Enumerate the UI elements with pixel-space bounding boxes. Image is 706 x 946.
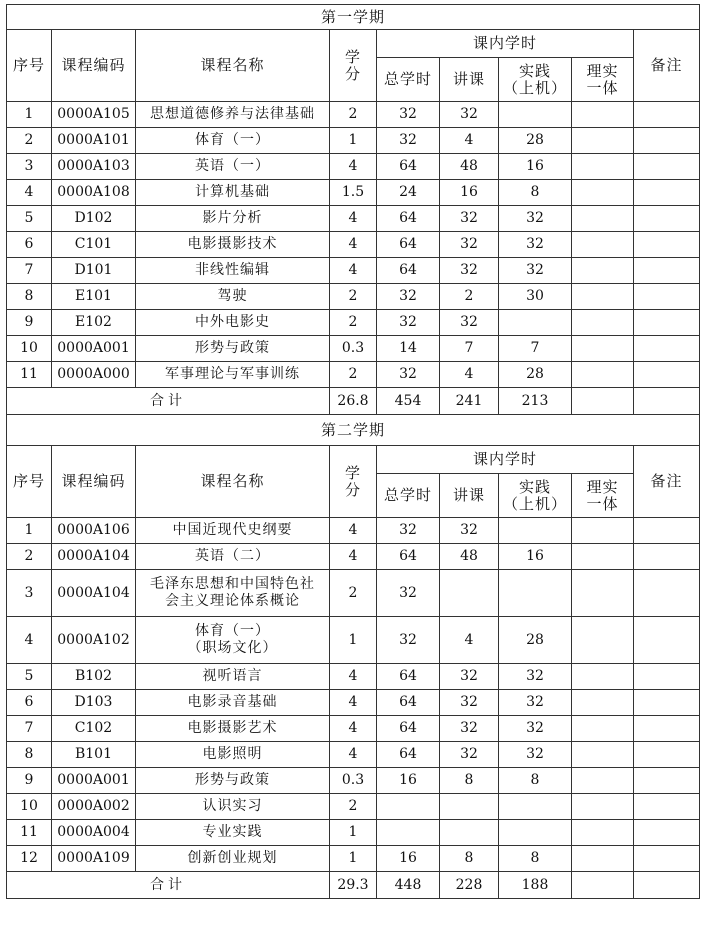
- cell-total-hours: 64: [377, 716, 440, 742]
- header-remark: 备注: [634, 446, 700, 518]
- cell-remark: [634, 794, 700, 820]
- cell-practice-hours: [499, 570, 572, 617]
- cell-lecture-hours: 32: [440, 716, 499, 742]
- summary-lecture: 228: [440, 872, 499, 899]
- cell-total-hours: 64: [377, 544, 440, 570]
- header-credit-line-2: 分: [344, 64, 361, 83]
- cell-credit: 0.3: [330, 336, 377, 362]
- table-row: [7, 362, 700, 388]
- cell-credit: 2: [330, 570, 377, 617]
- table-row: [7, 102, 700, 128]
- cell-total-hours: 64: [377, 154, 440, 180]
- cell-course-name: 非线性编辑: [136, 258, 330, 284]
- cell-credit: 2: [330, 794, 377, 820]
- cell-remark: [634, 716, 700, 742]
- cell-practice-hours: [499, 794, 572, 820]
- cell-credit: 1.5: [330, 180, 377, 206]
- cell-total-hours: 64: [377, 664, 440, 690]
- cell-total-hours: 16: [377, 768, 440, 794]
- cell-course-code: 0000A101: [52, 128, 136, 154]
- cell-lecture-hours: [440, 820, 499, 846]
- cell-integrated-hours: [572, 180, 634, 206]
- cell-seq: 7: [7, 258, 52, 284]
- cell-course-code: E101: [52, 284, 136, 310]
- header-seq: 序号: [7, 446, 52, 518]
- table-row: [7, 846, 700, 872]
- cell-seq: 5: [7, 206, 52, 232]
- course-name-line-1: 体育（一）: [195, 623, 270, 639]
- cell-seq: 3: [7, 570, 52, 617]
- header-credit-line-1: 学: [344, 463, 361, 482]
- summary-remark: [634, 872, 700, 899]
- cell-course-code: C101: [52, 232, 136, 258]
- cell-lecture-hours: 32: [440, 232, 499, 258]
- table-row: [7, 820, 700, 846]
- cell-course-name: 电影照明: [136, 742, 330, 768]
- summary-row: [7, 388, 700, 415]
- cell-remark: [634, 206, 700, 232]
- cell-practice-hours: 28: [499, 617, 572, 664]
- cell-total-hours: 32: [377, 362, 440, 388]
- course-table: [6, 4, 700, 899]
- summary-total-hours: 448: [377, 872, 440, 899]
- cell-practice-hours: 28: [499, 362, 572, 388]
- cell-seq: 7: [7, 716, 52, 742]
- cell-course-name: 中国近现代史纲要: [136, 518, 330, 544]
- cell-course-name: 英语（二）: [136, 544, 330, 570]
- cell-total-hours: 32: [377, 128, 440, 154]
- cell-lecture-hours: 48: [440, 544, 499, 570]
- cell-lecture-hours: [440, 570, 499, 617]
- cell-total-hours: [377, 820, 440, 846]
- cell-credit: 2: [330, 362, 377, 388]
- cell-remark: [634, 617, 700, 664]
- cell-remark: [634, 690, 700, 716]
- cell-seq: 8: [7, 742, 52, 768]
- header-integrated: [572, 474, 634, 518]
- table-row: [7, 258, 700, 284]
- cell-seq: 4: [7, 617, 52, 664]
- cell-practice-hours: 32: [499, 232, 572, 258]
- header-integrated-line-1: 理实: [586, 477, 619, 496]
- course-schedule: [6, 4, 699, 899]
- cell-credit: 4: [330, 206, 377, 232]
- cell-remark: [634, 544, 700, 570]
- cell-practice-hours: 8: [499, 768, 572, 794]
- cell-remark: [634, 768, 700, 794]
- header-in-class-hours: 课内学时: [377, 30, 634, 58]
- cell-integrated-hours: [572, 336, 634, 362]
- cell-lecture-hours: 7: [440, 336, 499, 362]
- header-practice-line-1: 实践: [518, 477, 551, 496]
- cell-remark: [634, 310, 700, 336]
- table-row: [7, 690, 700, 716]
- summary-lecture: 241: [440, 388, 499, 415]
- cell-practice-hours: [499, 310, 572, 336]
- cell-remark: [634, 336, 700, 362]
- table-row: [7, 310, 700, 336]
- summary-label: 合计: [7, 388, 330, 415]
- table-row: [7, 232, 700, 258]
- cell-credit: 4: [330, 232, 377, 258]
- cell-remark: [634, 362, 700, 388]
- cell-seq: 3: [7, 154, 52, 180]
- cell-seq: 5: [7, 664, 52, 690]
- cell-course-name: [136, 570, 330, 617]
- table-row: [7, 284, 700, 310]
- course-name-line-2: （职场文化）: [187, 640, 278, 656]
- header-integrated: [572, 58, 634, 102]
- cell-course-code: C102: [52, 716, 136, 742]
- header-code: 课程编码: [52, 30, 136, 102]
- table-row: [7, 544, 700, 570]
- cell-seq: 9: [7, 310, 52, 336]
- cell-integrated-hours: [572, 206, 634, 232]
- cell-course-code: 0000A001: [52, 768, 136, 794]
- cell-integrated-hours: [572, 518, 634, 544]
- cell-practice-hours: 7: [499, 336, 572, 362]
- cell-course-name: [136, 617, 330, 664]
- cell-seq: 1: [7, 518, 52, 544]
- cell-seq: 6: [7, 690, 52, 716]
- cell-integrated-hours: [572, 690, 634, 716]
- cell-seq: 2: [7, 544, 52, 570]
- table-row: [7, 794, 700, 820]
- cell-integrated-hours: [572, 742, 634, 768]
- cell-lecture-hours: 4: [440, 617, 499, 664]
- cell-course-code: 0000A002: [52, 794, 136, 820]
- header-code: 课程编码: [52, 446, 136, 518]
- cell-course-code: D102: [52, 206, 136, 232]
- summary-credit: 26.8: [330, 388, 377, 415]
- cell-total-hours: 32: [377, 102, 440, 128]
- cell-seq: 12: [7, 846, 52, 872]
- header-seq: 序号: [7, 30, 52, 102]
- table-row: [7, 768, 700, 794]
- cell-course-name: 思想道德修养与法律基础: [136, 102, 330, 128]
- header-practice-line-2: （上机）: [502, 494, 567, 513]
- semester-2-rows: [7, 518, 700, 872]
- cell-integrated-hours: [572, 154, 634, 180]
- cell-credit: 4: [330, 258, 377, 284]
- cell-practice-hours: 32: [499, 664, 572, 690]
- summary-row: [7, 872, 700, 899]
- cell-seq: 8: [7, 284, 52, 310]
- cell-integrated-hours: [572, 794, 634, 820]
- header-practice-line-2: （上机）: [502, 78, 567, 97]
- cell-course-code: 0000A106: [52, 518, 136, 544]
- header-practice-line-1: 实践: [518, 61, 551, 80]
- cell-credit: 2: [330, 102, 377, 128]
- summary-practice: 188: [499, 872, 572, 899]
- semester-1-title: 第一学期: [7, 5, 700, 30]
- header-name: 课程名称: [136, 30, 330, 102]
- cell-total-hours: 64: [377, 258, 440, 284]
- summary-integrated: [572, 388, 634, 415]
- cell-integrated-hours: [572, 258, 634, 284]
- cell-credit: 4: [330, 664, 377, 690]
- cell-remark: [634, 518, 700, 544]
- cell-remark: [634, 664, 700, 690]
- cell-total-hours: 32: [377, 570, 440, 617]
- cell-course-code: 0000A103: [52, 154, 136, 180]
- cell-credit: 0.3: [330, 768, 377, 794]
- cell-seq: 2: [7, 128, 52, 154]
- semester-2-title: 第二学期: [7, 415, 700, 446]
- cell-course-code: 0000A000: [52, 362, 136, 388]
- cell-seq: 11: [7, 820, 52, 846]
- cell-course-name: 电影摄影技术: [136, 232, 330, 258]
- cell-course-name: 电影录音基础: [136, 690, 330, 716]
- table-row: [7, 716, 700, 742]
- cell-lecture-hours: 32: [440, 206, 499, 232]
- cell-remark: [634, 742, 700, 768]
- cell-remark: [634, 570, 700, 617]
- cell-credit: 4: [330, 690, 377, 716]
- header-total-hours: 总学时: [377, 58, 440, 102]
- cell-course-code: 0000A104: [52, 570, 136, 617]
- table-row: [7, 617, 700, 664]
- cell-course-code: D101: [52, 258, 136, 284]
- table-row: [7, 570, 700, 617]
- cell-lecture-hours: 48: [440, 154, 499, 180]
- cell-credit: 4: [330, 154, 377, 180]
- cell-integrated-hours: [572, 544, 634, 570]
- course-name-line-2: 会主义理论体系概论: [165, 593, 300, 609]
- table-row: [7, 336, 700, 362]
- cell-course-code: E102: [52, 310, 136, 336]
- header-practice: [499, 58, 572, 102]
- cell-lecture-hours: 2: [440, 284, 499, 310]
- cell-practice-hours: 8: [499, 846, 572, 872]
- cell-course-code: 0000A109: [52, 846, 136, 872]
- table-row: [7, 128, 700, 154]
- cell-seq: 10: [7, 336, 52, 362]
- cell-seq: 10: [7, 794, 52, 820]
- cell-remark: [634, 232, 700, 258]
- cell-total-hours: 32: [377, 310, 440, 336]
- cell-course-name: 计算机基础: [136, 180, 330, 206]
- cell-course-name: 认识实习: [136, 794, 330, 820]
- cell-practice-hours: 32: [499, 690, 572, 716]
- cell-total-hours: 32: [377, 284, 440, 310]
- cell-lecture-hours: 4: [440, 128, 499, 154]
- cell-integrated-hours: [572, 232, 634, 258]
- cell-seq: 6: [7, 232, 52, 258]
- course-name-line-1: 毛泽东思想和中国特色社: [150, 576, 315, 592]
- header-lecture: 讲课: [440, 474, 499, 518]
- cell-integrated-hours: [572, 102, 634, 128]
- cell-practice-hours: 16: [499, 544, 572, 570]
- summary-credit: 29.3: [330, 872, 377, 899]
- cell-remark: [634, 128, 700, 154]
- cell-lecture-hours: 32: [440, 102, 499, 128]
- cell-course-name: 专业实践: [136, 820, 330, 846]
- cell-practice-hours: [499, 102, 572, 128]
- header-integrated-line-1: 理实: [586, 61, 619, 80]
- cell-course-name: 英语（一）: [136, 154, 330, 180]
- cell-credit: 4: [330, 518, 377, 544]
- cell-total-hours: 32: [377, 518, 440, 544]
- summary-label: 合计: [7, 872, 330, 899]
- semester-2-summary: [7, 872, 700, 899]
- cell-course-name: 形势与政策: [136, 336, 330, 362]
- cell-integrated-hours: [572, 768, 634, 794]
- semester-2-section: [7, 415, 700, 518]
- cell-course-code: 0000A004: [52, 820, 136, 846]
- cell-credit: 1: [330, 617, 377, 664]
- cell-practice-hours: 28: [499, 128, 572, 154]
- cell-seq: 1: [7, 102, 52, 128]
- semester-1-rows: [7, 102, 700, 388]
- cell-remark: [634, 284, 700, 310]
- header-credit-line-2: 分: [344, 480, 361, 499]
- cell-integrated-hours: [572, 664, 634, 690]
- cell-course-name: 创新创业规划: [136, 846, 330, 872]
- cell-course-name: 体育（一）: [136, 128, 330, 154]
- cell-seq: 4: [7, 180, 52, 206]
- cell-practice-hours: 30: [499, 284, 572, 310]
- header-practice: [499, 474, 572, 518]
- cell-practice-hours: 32: [499, 206, 572, 232]
- cell-seq: 11: [7, 362, 52, 388]
- cell-lecture-hours: [440, 794, 499, 820]
- cell-integrated-hours: [572, 362, 634, 388]
- cell-total-hours: 64: [377, 742, 440, 768]
- cell-lecture-hours: 32: [440, 518, 499, 544]
- cell-integrated-hours: [572, 284, 634, 310]
- cell-total-hours: 64: [377, 232, 440, 258]
- cell-total-hours: [377, 794, 440, 820]
- cell-lecture-hours: 32: [440, 664, 499, 690]
- cell-course-code: 0000A105: [52, 102, 136, 128]
- summary-total-hours: 454: [377, 388, 440, 415]
- header-credit-line-1: 学: [344, 47, 361, 66]
- cell-integrated-hours: [572, 617, 634, 664]
- cell-credit: 1: [330, 846, 377, 872]
- cell-credit: 1: [330, 128, 377, 154]
- cell-course-name: 视听语言: [136, 664, 330, 690]
- cell-practice-hours: [499, 820, 572, 846]
- cell-course-name: 军事理论与军事训练: [136, 362, 330, 388]
- cell-course-code: 0000A102: [52, 617, 136, 664]
- cell-credit: 2: [330, 284, 377, 310]
- cell-credit: 4: [330, 544, 377, 570]
- summary-integrated: [572, 872, 634, 899]
- cell-lecture-hours: 32: [440, 258, 499, 284]
- cell-course-code: 0000A001: [52, 336, 136, 362]
- cell-lecture-hours: 32: [440, 310, 499, 336]
- cell-total-hours: 14: [377, 336, 440, 362]
- header-name: 课程名称: [136, 446, 330, 518]
- cell-course-code: B101: [52, 742, 136, 768]
- table-row: [7, 664, 700, 690]
- cell-lecture-hours: 4: [440, 362, 499, 388]
- cell-remark: [634, 154, 700, 180]
- cell-remark: [634, 180, 700, 206]
- cell-integrated-hours: [572, 820, 634, 846]
- cell-practice-hours: 32: [499, 742, 572, 768]
- cell-course-name: 中外电影史: [136, 310, 330, 336]
- cell-remark: [634, 102, 700, 128]
- cell-course-code: B102: [52, 664, 136, 690]
- semester-1-summary: [7, 388, 700, 415]
- header-remark: 备注: [634, 30, 700, 102]
- table-row: [7, 742, 700, 768]
- cell-integrated-hours: [572, 310, 634, 336]
- summary-practice: 213: [499, 388, 572, 415]
- header-credit: [330, 30, 377, 102]
- header-total-hours: 总学时: [377, 474, 440, 518]
- cell-course-code: 0000A108: [52, 180, 136, 206]
- cell-credit: 4: [330, 742, 377, 768]
- cell-practice-hours: 16: [499, 154, 572, 180]
- cell-lecture-hours: 32: [440, 742, 499, 768]
- cell-course-name: 驾驶: [136, 284, 330, 310]
- cell-total-hours: 16: [377, 846, 440, 872]
- cell-lecture-hours: 32: [440, 690, 499, 716]
- header-in-class-hours: 课内学时: [377, 446, 634, 474]
- cell-total-hours: 64: [377, 690, 440, 716]
- cell-credit: 4: [330, 716, 377, 742]
- cell-integrated-hours: [572, 846, 634, 872]
- cell-course-code: D103: [52, 690, 136, 716]
- cell-course-code: 0000A104: [52, 544, 136, 570]
- cell-remark: [634, 846, 700, 872]
- cell-total-hours: 64: [377, 206, 440, 232]
- cell-course-name: 影片分析: [136, 206, 330, 232]
- cell-practice-hours: 32: [499, 716, 572, 742]
- table-row: [7, 180, 700, 206]
- cell-course-name: 形势与政策: [136, 768, 330, 794]
- cell-lecture-hours: 8: [440, 846, 499, 872]
- cell-integrated-hours: [572, 716, 634, 742]
- cell-seq: 9: [7, 768, 52, 794]
- cell-remark: [634, 820, 700, 846]
- table-row: [7, 518, 700, 544]
- table-row: [7, 154, 700, 180]
- cell-total-hours: 24: [377, 180, 440, 206]
- semester-1-section: [7, 5, 700, 102]
- summary-remark: [634, 388, 700, 415]
- cell-credit: 2: [330, 310, 377, 336]
- cell-practice-hours: 32: [499, 258, 572, 284]
- cell-total-hours: 32: [377, 617, 440, 664]
- header-lecture: 讲课: [440, 58, 499, 102]
- cell-lecture-hours: 16: [440, 180, 499, 206]
- cell-practice-hours: 8: [499, 180, 572, 206]
- cell-remark: [634, 258, 700, 284]
- header-integrated-line-2: 一体: [586, 494, 619, 513]
- cell-course-name: 电影摄影艺术: [136, 716, 330, 742]
- cell-integrated-hours: [572, 128, 634, 154]
- table-row: [7, 206, 700, 232]
- cell-lecture-hours: 8: [440, 768, 499, 794]
- header-credit: [330, 446, 377, 518]
- header-integrated-line-2: 一体: [586, 78, 619, 97]
- cell-credit: 1: [330, 820, 377, 846]
- cell-practice-hours: [499, 518, 572, 544]
- cell-integrated-hours: [572, 570, 634, 617]
